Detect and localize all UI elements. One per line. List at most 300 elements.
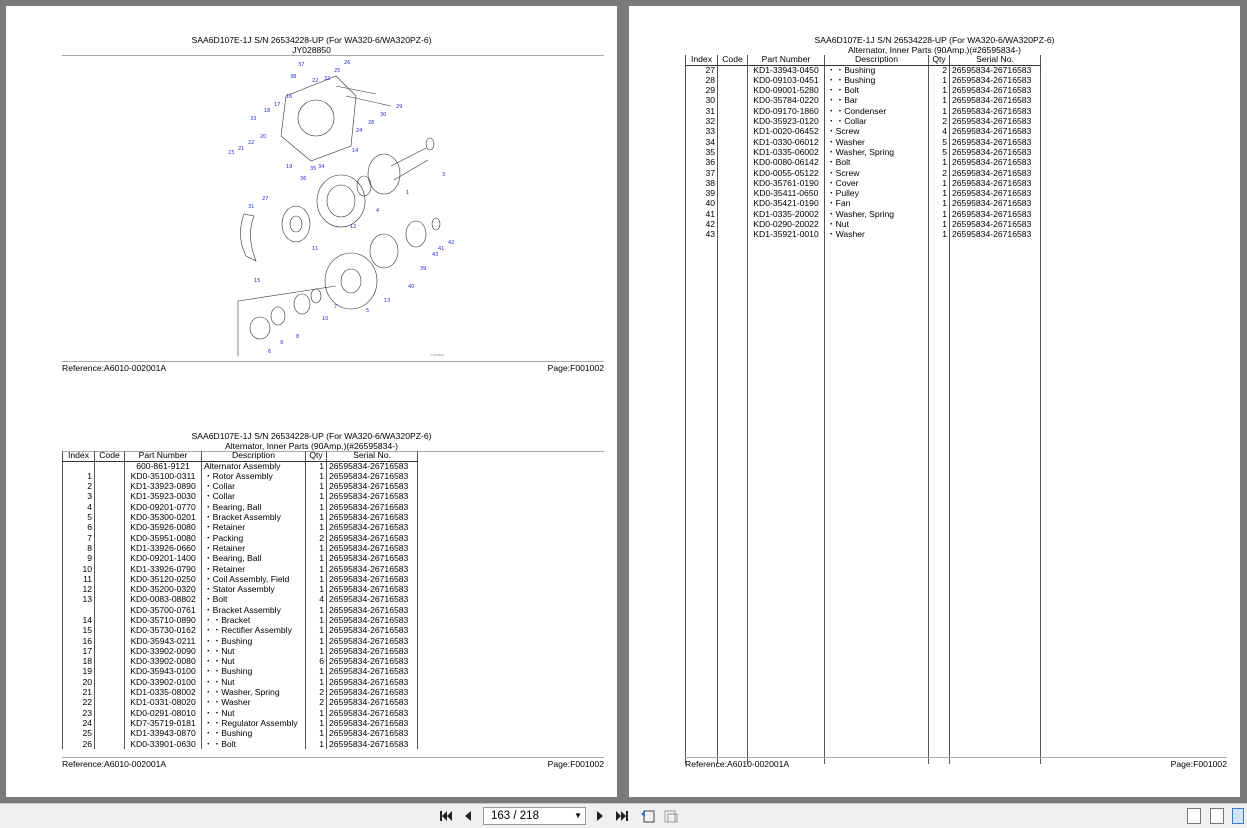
cell-qty: 1 [929, 209, 950, 219]
cell-serial-no: 26595834-26716583 [327, 698, 418, 708]
table-row [63, 615, 418, 625]
cell-code [95, 461, 125, 471]
callout-label: 6 [268, 349, 272, 355]
cell-part-number: KD0-35710-0890 [125, 615, 202, 625]
cell-part-number: KD1-35921-0010 [748, 230, 825, 240]
cell-part-number: KD0-35943-0100 [125, 667, 202, 677]
cell-part-number: KD0-35100-0311 [125, 471, 202, 481]
cell-index: 15 [63, 626, 95, 636]
cell-index: 27 [686, 65, 718, 75]
cell-description: ・・Collar [825, 116, 929, 126]
top-section-title: SAA6D107E-1J S/N 26534228-UP (For WA320-6/WA320PZ-6) [191, 35, 432, 45]
back-view-button[interactable] [640, 808, 656, 824]
cell-qty: 1 [306, 677, 327, 687]
cell-serial-no: 26595834-26716583 [950, 116, 1041, 126]
cell-index: 22 [63, 698, 95, 708]
cell-qty: 2 [929, 116, 950, 126]
cell-part-number: KD1-0335-20002 [748, 209, 825, 219]
right-reference: Reference:A6010-002001A [685, 759, 790, 769]
empty-cell [686, 240, 718, 764]
left-page [6, 6, 617, 797]
table-row [686, 189, 1041, 199]
cell-index: 13 [63, 595, 95, 605]
cell-index: 5 [63, 512, 95, 522]
callout-label: 38 [290, 74, 297, 80]
cell-serial-no: 26595834-26716583 [327, 677, 418, 687]
cell-index: 25 [63, 729, 95, 739]
cell-index: 2 [63, 482, 95, 492]
table-row [63, 677, 418, 687]
table-row [686, 137, 1041, 147]
callout-label: 14 [352, 148, 359, 154]
cell-description: ・・Bushing [825, 65, 929, 75]
cell-serial-no: 26595834-26716583 [327, 688, 418, 698]
cell-code [95, 739, 125, 749]
table-row [686, 127, 1041, 137]
cell-part-number: KD0-33902-0080 [125, 657, 202, 667]
table-row [686, 199, 1041, 209]
cell-serial-no: 26595834-26716583 [327, 626, 418, 636]
cell-part-number: KD0-35421-0190 [748, 199, 825, 209]
right-page-code: Page:F001002 [1170, 759, 1227, 769]
cell-qty: 5 [929, 137, 950, 147]
cell-part-number: KD0-09201-1400 [125, 554, 202, 564]
cell-description: ・Screw [825, 127, 929, 137]
cell-serial-no: 26595834-26716583 [950, 137, 1041, 147]
table-row [63, 718, 418, 728]
cell-serial-no: 26595834-26716583 [950, 75, 1041, 85]
cell-qty: 1 [306, 708, 327, 718]
cell-serial-no: 26595834-26716583 [327, 615, 418, 625]
callout-label: 10 [322, 316, 329, 322]
cell-serial-no: 26595834-26716583 [327, 533, 418, 543]
field-coil-inner [290, 216, 302, 232]
parts-table-left [62, 451, 418, 749]
table-row [63, 502, 418, 512]
callout-label: 9 [280, 340, 284, 346]
table-row [63, 605, 418, 615]
cell-serial-no: 26595834-26716583 [950, 106, 1041, 116]
cell-code [718, 116, 748, 126]
header-qty: Qty [929, 55, 950, 65]
regulator-shape [336, 86, 391, 106]
cell-qty: 1 [306, 471, 327, 481]
cell-code [95, 605, 125, 615]
cell-code [95, 729, 125, 739]
page-number-select[interactable] [483, 807, 586, 825]
callout-label: 37 [298, 62, 305, 68]
cell-qty: 6 [306, 657, 327, 667]
cell-serial-no: 26595834-26716583 [327, 708, 418, 718]
cell-qty: 1 [306, 543, 327, 553]
callout-label: 17 [274, 102, 281, 108]
header-part-number: Part Number [125, 451, 202, 461]
cell-qty: 4 [929, 127, 950, 137]
cell-serial-no: 26595834-26716583 [327, 646, 418, 656]
cell-qty: 1 [306, 502, 327, 512]
empty-cell [718, 240, 748, 764]
table-row [686, 106, 1041, 116]
fan-shape [370, 234, 398, 268]
right-subtitle: Alternator, Inner Parts (90Amp.)(#26595834-) [848, 45, 1021, 55]
cell-description: ・Packing [202, 533, 306, 543]
cell-qty: 1 [929, 178, 950, 188]
cell-part-number: KD1-0335-08002 [125, 688, 202, 698]
cell-qty: 1 [306, 636, 327, 646]
header-serial-no: Serial No. [327, 451, 418, 461]
forward-view-button[interactable] [663, 808, 679, 824]
cell-qty: 1 [929, 189, 950, 199]
cell-code [718, 189, 748, 199]
cell-qty: 2 [306, 688, 327, 698]
table-row [686, 219, 1041, 229]
cell-code [95, 523, 125, 533]
cell-code [95, 626, 125, 636]
table-row [63, 739, 418, 749]
header-index: Index [686, 55, 718, 65]
callout-label: 13 [384, 298, 391, 304]
cell-index: 18 [63, 657, 95, 667]
cell-description: Alternator Assembly [202, 461, 306, 471]
cell-serial-no: 26595834-26716583 [327, 471, 418, 481]
cell-index: 28 [686, 75, 718, 85]
cell-index: 19 [63, 667, 95, 677]
cell-qty: 1 [306, 585, 327, 595]
callout-label: 18 [264, 108, 271, 114]
callout-label: 29 [396, 104, 403, 110]
table-row [686, 75, 1041, 85]
cell-description: ・Fan [825, 199, 929, 209]
cell-code [95, 677, 125, 687]
cell-code [95, 533, 125, 543]
table-row [63, 543, 418, 553]
cell-index: 9 [63, 554, 95, 564]
cell-part-number: KD0-35926-0080 [125, 523, 202, 533]
cell-code [95, 492, 125, 502]
table-row [686, 147, 1041, 157]
figure-stamp: JY028850 [430, 353, 445, 356]
cell-code [718, 127, 748, 137]
table-row [686, 86, 1041, 96]
cell-code [95, 667, 125, 677]
cell-qty: 2 [929, 168, 950, 178]
cell-qty: 1 [306, 523, 327, 533]
cell-description: ・Retainer [202, 564, 306, 574]
table-row [63, 564, 418, 574]
cell-serial-no: 26595834-26716583 [327, 543, 418, 553]
right-footer-rule [685, 757, 1227, 758]
cell-code [95, 574, 125, 584]
cell-description: ・Washer [825, 137, 929, 147]
callout-label: 42 [448, 240, 455, 246]
cell-code [95, 512, 125, 522]
callout-labels [228, 60, 454, 356]
cell-part-number: KD0-0290-20022 [748, 219, 825, 229]
cell-qty: 1 [306, 554, 327, 564]
cell-code [95, 585, 125, 595]
cell-description: ・Retainer [202, 543, 306, 553]
callout-label: 28 [368, 120, 375, 126]
cell-part-number: KD1-35923-0030 [125, 492, 202, 502]
cell-serial-no: 26595834-26716583 [327, 574, 418, 584]
cell-code [95, 646, 125, 656]
table-row [63, 626, 418, 636]
cell-description: ・Cover [825, 178, 929, 188]
cell-part-number: 600-861-9121 [125, 461, 202, 471]
table-row [63, 585, 418, 595]
cell-index: 40 [686, 199, 718, 209]
cell-index: 23 [63, 708, 95, 718]
cell-qty: 1 [306, 718, 327, 728]
cell-code [95, 718, 125, 728]
cell-index: 12 [63, 585, 95, 595]
cell-code [718, 96, 748, 106]
cell-qty: 1 [306, 512, 327, 522]
cell-code [95, 554, 125, 564]
cell-code [718, 75, 748, 85]
cell-description: ・Retainer [202, 523, 306, 533]
nut-shape [432, 218, 440, 230]
cell-part-number: KD1-0330-06012 [748, 137, 825, 147]
continuous-view-icon[interactable] [1210, 808, 1224, 824]
cell-code [718, 178, 748, 188]
cell-index: 1 [63, 471, 95, 481]
figure-bottom-rule [62, 361, 604, 362]
cell-code [95, 657, 125, 667]
cell-serial-no: 26595834-26716583 [327, 657, 418, 667]
callout-label: 12 [350, 224, 357, 230]
cell-part-number: KD0-33901-0630 [125, 739, 202, 749]
cell-code [718, 65, 748, 75]
cell-serial-no: 26595834-26716583 [327, 554, 418, 564]
cell-index: 7 [63, 533, 95, 543]
cell-part-number: KD7-35719-0181 [125, 718, 202, 728]
two-page-view-icon[interactable] [1232, 808, 1244, 824]
callout-label: 33 [250, 116, 257, 122]
cell-description: ・Screw [825, 168, 929, 178]
next-page-button[interactable] [592, 808, 608, 824]
previous-page-button[interactable] [460, 808, 476, 824]
cell-part-number: KD0-33902-0090 [125, 646, 202, 656]
cell-description: ・Washer, Spring [825, 209, 929, 219]
cell-part-number: KD0-35784-0220 [748, 96, 825, 106]
cell-serial-no: 26595834-26716583 [950, 178, 1041, 188]
cell-serial-no: 26595834-26716583 [950, 96, 1041, 106]
right-page [629, 6, 1240, 797]
cell-code [718, 168, 748, 178]
last-page-icon [615, 810, 629, 822]
callout-label: 34 [318, 164, 325, 170]
callout-label: 30 [380, 112, 387, 118]
cell-index: 6 [63, 523, 95, 533]
cell-code [95, 595, 125, 605]
cell-serial-no: 26595834-26716583 [327, 636, 418, 646]
table-row [686, 96, 1041, 106]
cell-code [95, 708, 125, 718]
callout-label: 26 [344, 60, 351, 66]
collar-shape [426, 138, 434, 150]
cell-part-number: KD0-35200-0320 [125, 585, 202, 595]
header-code: Code [95, 451, 125, 461]
callout-label: 22 [312, 78, 319, 84]
chevron-down-icon: ▼ [574, 811, 582, 820]
table-row [63, 698, 418, 708]
cell-serial-no: 26595834-26716583 [327, 729, 418, 739]
cell-index: 11 [63, 574, 95, 584]
cell-description: ・Nut [825, 219, 929, 229]
cell-description: ・・Bushing [202, 667, 306, 677]
top-page-code: Page:F001002 [547, 363, 604, 373]
page-indicator: 163 / 218 [491, 810, 539, 822]
cell-code [718, 209, 748, 219]
last-page-button[interactable] [614, 808, 630, 824]
cell-qty: 1 [306, 492, 327, 502]
cell-qty: 2 [306, 533, 327, 543]
header-description: Description [825, 55, 929, 65]
callout-label: 15 [254, 278, 261, 284]
cell-description: ・Washer [825, 230, 929, 240]
cell-description: ・Collar [202, 492, 306, 502]
cell-serial-no: 26595834-26716583 [327, 667, 418, 677]
cell-serial-no: 26595834-26716583 [327, 523, 418, 533]
table-row [63, 729, 418, 739]
cell-description: ・Bearing, Ball [202, 554, 306, 564]
cell-index: 34 [686, 137, 718, 147]
cell-part-number: KD0-09001-5280 [748, 86, 825, 96]
cell-part-number: KD0-0083-08802 [125, 595, 202, 605]
callout-label: 32 [324, 76, 331, 82]
cell-index: 37 [686, 168, 718, 178]
cell-description: ・Stator Assembly [202, 585, 306, 595]
cell-serial-no: 26595834-26716583 [327, 605, 418, 615]
cell-index: 10 [63, 564, 95, 574]
cell-serial-no: 26595834-26716583 [950, 209, 1041, 219]
cell-qty: 1 [306, 667, 327, 677]
table-row [63, 667, 418, 677]
cell-qty: 1 [306, 482, 327, 492]
cell-description: ・・Nut [202, 677, 306, 687]
cell-serial-no: 26595834-26716583 [327, 585, 418, 595]
cell-index: 26 [63, 739, 95, 749]
bottom-footer-rule [62, 757, 604, 758]
cell-part-number: KD0-35761-0190 [748, 178, 825, 188]
table-row [686, 158, 1041, 168]
cell-qty: 1 [929, 75, 950, 85]
cell-description: ・・Bushing [202, 636, 306, 646]
table-row [63, 688, 418, 698]
cell-qty: 1 [929, 230, 950, 240]
cell-part-number: KD0-35120-0250 [125, 574, 202, 584]
header-part-number: Part Number [748, 55, 825, 65]
first-page-button[interactable] [438, 808, 454, 824]
cell-code [95, 688, 125, 698]
cell-description: ・・Bolt [202, 739, 306, 749]
cell-part-number: KD0-35700-0761 [125, 605, 202, 615]
cell-part-number: KD0-35411-0650 [748, 189, 825, 199]
cell-part-number: KD1-33923-0890 [125, 482, 202, 492]
cell-qty: 1 [306, 646, 327, 656]
parts-table-right [685, 55, 1041, 764]
table-row [686, 178, 1041, 188]
cell-serial-no: 26595834-26716583 [950, 230, 1041, 240]
table-row [63, 646, 418, 656]
single-page-view-icon[interactable] [1187, 808, 1201, 824]
cell-qty: 1 [306, 574, 327, 584]
cell-index: 20 [63, 677, 95, 687]
callout-label: 7 [334, 304, 338, 310]
table-empty-area [686, 240, 1041, 764]
forward-view-icon [663, 808, 679, 824]
callout-label: 31 [248, 204, 255, 210]
cell-serial-no: 26595834-26716583 [327, 461, 418, 471]
cell-code [718, 137, 748, 147]
field-coil-shape [282, 206, 310, 242]
cell-code [95, 502, 125, 512]
cell-qty: 1 [306, 729, 327, 739]
cell-code [718, 230, 748, 240]
cell-description: ・Pulley [825, 189, 929, 199]
table-row [63, 482, 418, 492]
cell-index: 31 [686, 106, 718, 116]
cell-part-number: KD0-09170-1860 [748, 106, 825, 116]
header-code: Code [718, 55, 748, 65]
diagram-svg [216, 56, 456, 356]
callout-label: 40 [408, 284, 415, 290]
cell-index: 16 [63, 636, 95, 646]
empty-cell [825, 240, 929, 764]
cell-description: ・・Washer [202, 698, 306, 708]
cell-index: 14 [63, 615, 95, 625]
cell-index: 29 [686, 86, 718, 96]
callout-label: 22 [248, 140, 255, 146]
stator-inner [327, 185, 355, 217]
table-row [63, 512, 418, 522]
callout-label: 24 [356, 128, 363, 134]
cell-description: ・Coil Assembly, Field [202, 574, 306, 584]
rectifier-shape [240, 214, 256, 261]
cell-code [95, 698, 125, 708]
callout-label: 27 [262, 196, 269, 202]
cell-index: 43 [686, 230, 718, 240]
cell-code [95, 482, 125, 492]
cell-description: ・Bolt [202, 595, 306, 605]
table-row [63, 636, 418, 646]
callout-label: 43 [432, 252, 439, 258]
rotor-shaft [391, 148, 428, 180]
cell-index: 33 [686, 127, 718, 137]
table-row [63, 595, 418, 605]
cell-index: 36 [686, 158, 718, 168]
cell-qty: 1 [306, 739, 327, 749]
cell-description: ・Bearing, Ball [202, 502, 306, 512]
cell-serial-no: 26595834-26716583 [327, 564, 418, 574]
table-row [686, 168, 1041, 178]
cell-code [95, 636, 125, 646]
top-reference: Reference:A6010-002001A [62, 363, 167, 373]
cell-code [95, 471, 125, 481]
top-section-subtitle: JY028850 [292, 45, 331, 55]
front-bracket-shape [325, 253, 377, 309]
cell-description: ・Washer, Spring [825, 147, 929, 157]
callout-label: 8 [296, 334, 300, 340]
table-header-row [63, 451, 418, 461]
cell-part-number: KD0-33902-0100 [125, 677, 202, 687]
cell-part-number: KD0-0055-05122 [748, 168, 825, 178]
cell-part-number: KD0-35943-0211 [125, 636, 202, 646]
cell-code [718, 86, 748, 96]
table-row [686, 230, 1041, 240]
cell-serial-no: 26595834-26716583 [327, 512, 418, 522]
